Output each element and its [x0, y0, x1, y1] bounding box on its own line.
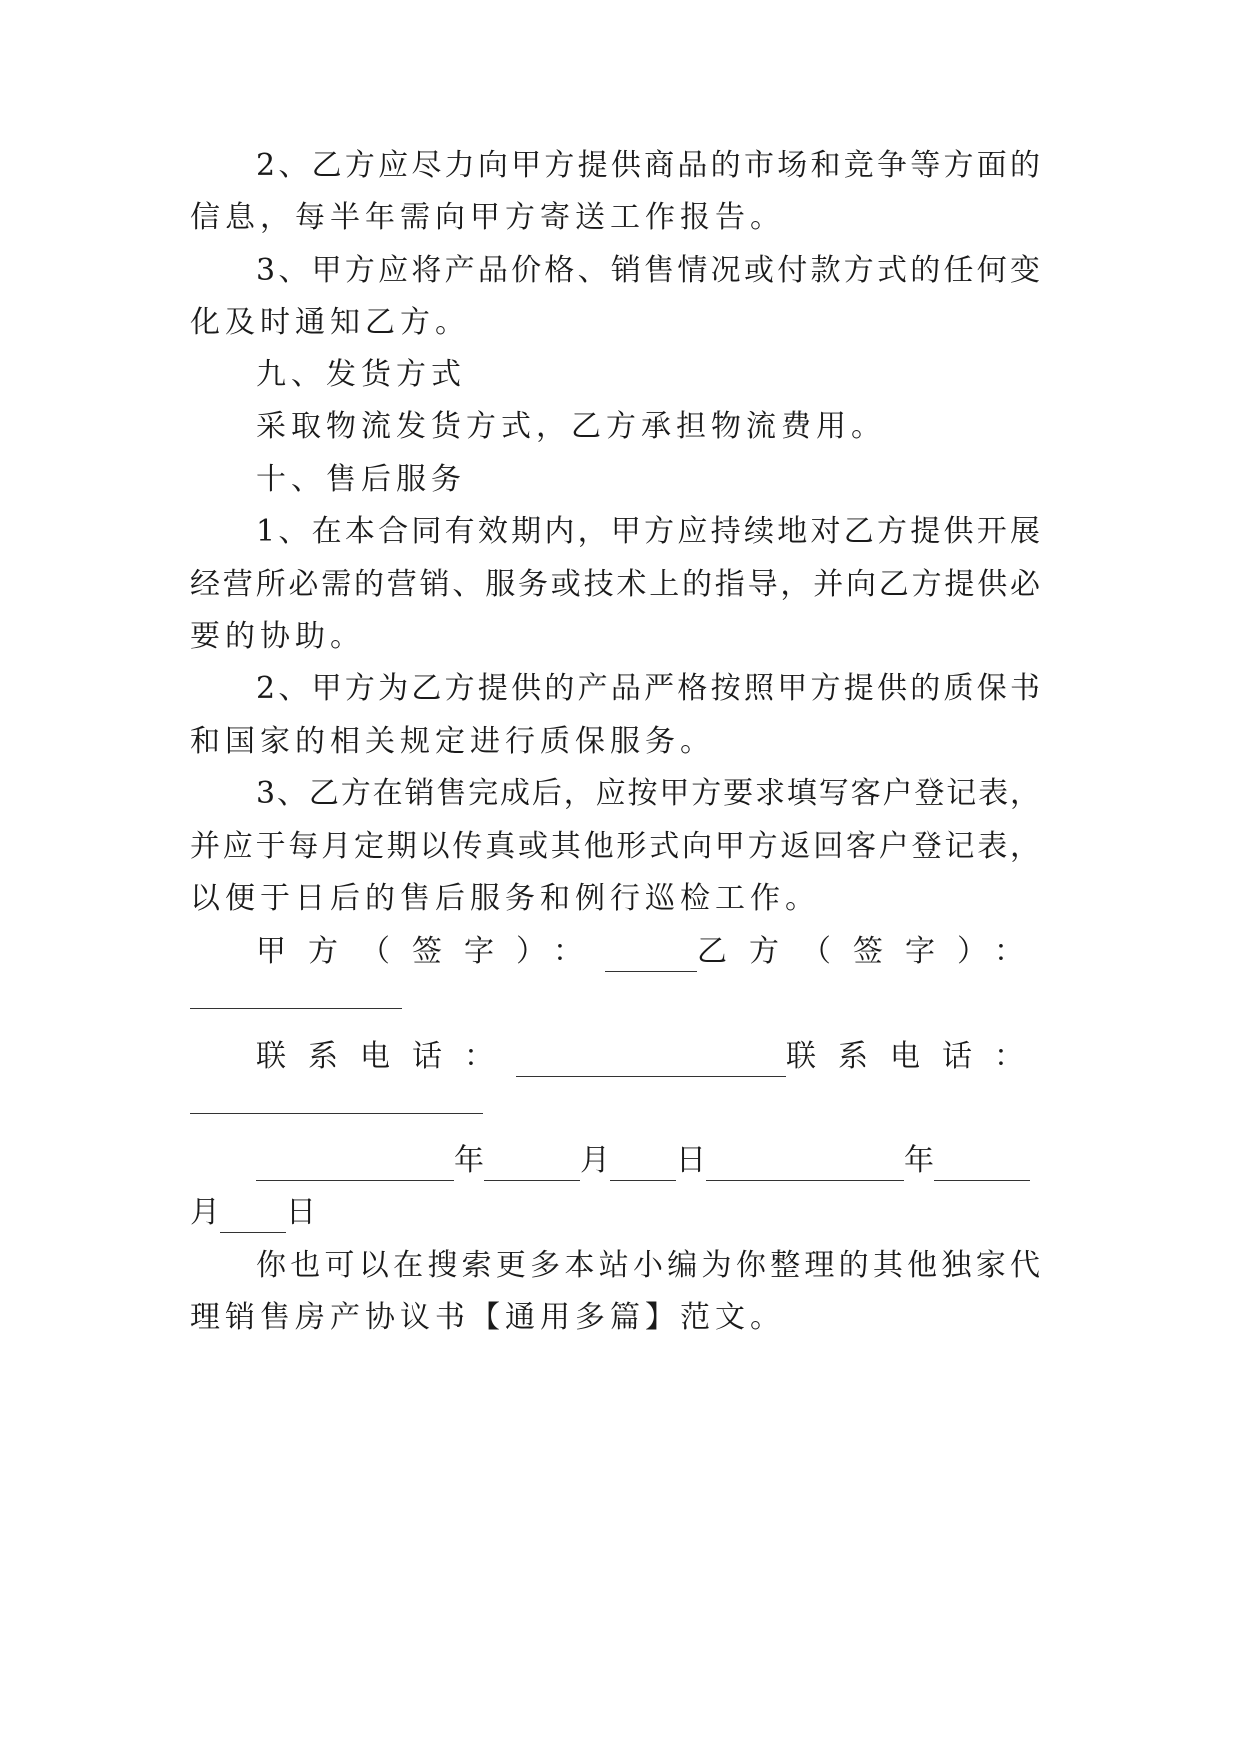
clause-2-line-2: 信息，每半年需向甲方寄送工作报告。: [190, 200, 785, 235]
party-b-month-label: 月: [190, 1195, 220, 1230]
service-2-line-1: 2、甲方为乙方提供的产品严格按照甲方提供的质保书: [256, 671, 1040, 706]
party-a-day-blank[interactable]: [610, 1154, 676, 1181]
signature-row: [256, 932, 1046, 972]
section-10-heading: 十、售后服务: [256, 462, 466, 497]
footer-note-line-2: 理销售房产协议书【通用多篇】范文。: [190, 1300, 785, 1335]
clause-2-line-1: 2、乙方应尽力向甲方提供商品的市场和竞争等方面的: [256, 148, 1040, 183]
party-a-sign-label: 甲方（签字）：: [256, 934, 605, 969]
footer-note-line-1: 你也可以在搜索更多本站小编为你整理的其他独家代: [256, 1248, 1040, 1283]
party-b-sign-label: 乙方（签字）：: [697, 934, 1046, 969]
party-a-year-label: 年: [454, 1143, 484, 1178]
service-3-line-1: 3、乙方在销售完成后，应按甲方要求填写客户登记表，: [256, 776, 1040, 811]
service-3-line-3: 以便于日后的售后服务和例行巡检工作。: [190, 881, 820, 916]
clause-3-line-1: 3、甲方应将产品价格、销售情况或付款方式的任何变: [256, 253, 1040, 288]
party-a-phone-blank[interactable]: [516, 1050, 786, 1077]
party-b-phone-label: 联系电话：: [786, 1039, 1046, 1074]
shipping-text: 采取物流发货方式，乙方承担物流费用。: [256, 409, 886, 444]
clause-3-line-2: 化及时通知乙方。: [190, 305, 470, 340]
date-row-continued: [190, 1193, 1040, 1233]
party-a-year-blank[interactable]: [256, 1154, 454, 1181]
party-b-day-label: 日: [286, 1195, 316, 1230]
party-a-month-blank[interactable]: [484, 1154, 580, 1181]
phone-row: [256, 1037, 1046, 1077]
service-1-line-3: 要的协助。: [190, 619, 365, 654]
party-b-year-label: 年: [904, 1143, 934, 1178]
date-row: [256, 1141, 1046, 1181]
party-b-phone-blank[interactable]: [190, 1113, 483, 1114]
party-b-month-blank[interactable]: [934, 1154, 1030, 1181]
service-1-line-2: 经营所必需的营销、服务或技术上的指导，并向乙方提供必: [190, 567, 1040, 602]
party-a-day-label: 日: [676, 1143, 706, 1178]
party-b-day-blank[interactable]: [220, 1206, 286, 1233]
party-a-sign-blank[interactable]: [605, 945, 697, 972]
party-a-month-label: 月: [580, 1143, 610, 1178]
service-1-line-1: 1、在本合同有效期内，甲方应持续地对乙方提供开展: [256, 514, 1040, 549]
section-9-heading: 九、发货方式: [256, 357, 466, 392]
service-2-line-2: 和国家的相关规定进行质保服务。: [190, 724, 715, 759]
party-a-phone-label: 联系电话：: [256, 1039, 516, 1074]
party-b-sign-blank[interactable]: [190, 1008, 402, 1009]
service-3-line-2: 并应于每月定期以传真或其他形式向甲方返回客户登记表，: [190, 829, 1040, 864]
party-b-year-blank[interactable]: [706, 1154, 904, 1181]
